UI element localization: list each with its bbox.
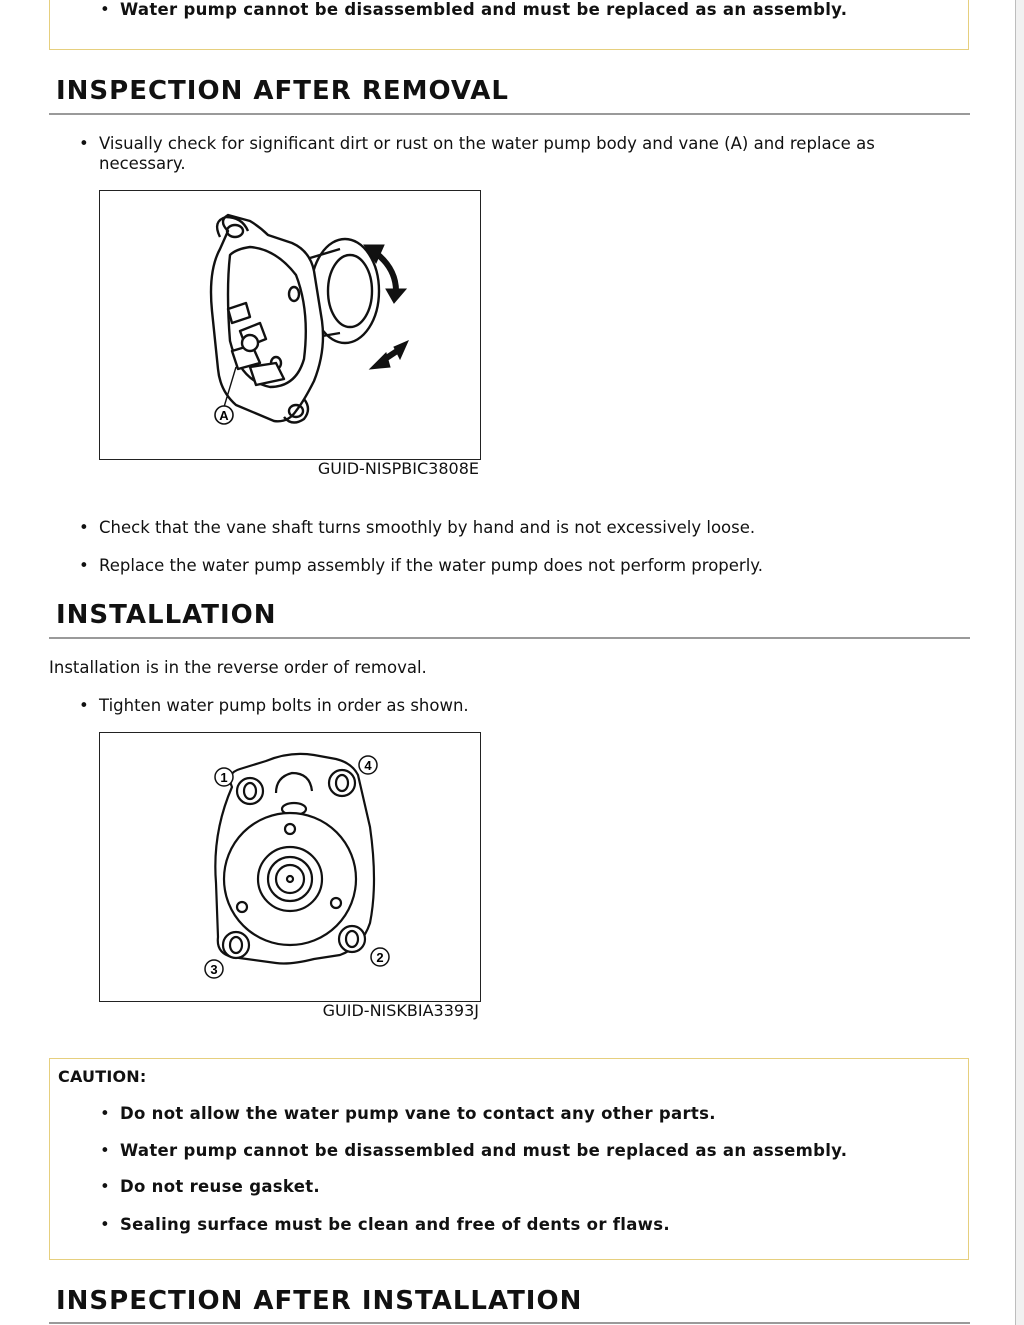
section-heading-inspection-after-removal: INSPECTION AFTER REMOVAL	[56, 76, 509, 106]
caution-box-top	[49, 0, 969, 50]
list-item: • Tighten water pump bolts in order as shown.	[79, 696, 469, 715]
list-item: • Replace the water pump assembly if the water pump does not perform properly.	[79, 556, 763, 575]
section-divider	[49, 637, 970, 639]
callout-1: 1	[220, 770, 228, 785]
vertical-scrollbar[interactable]	[1015, 0, 1024, 1325]
section-heading-installation: INSTALLATION	[56, 600, 277, 630]
figure-caption: GUID-NISKBIA3393J	[322, 1001, 479, 1020]
callout-a: A	[219, 408, 229, 423]
caution-item: • Water pump cannot be disassembled and must be replaced as an assembly.	[100, 1141, 848, 1160]
section-heading-inspection-after-installation: INSPECTION AFTER INSTALLATION	[56, 1286, 583, 1316]
caution-item: • Sealing surface must be clean and free of dents or flaws.	[100, 1215, 670, 1234]
section-divider	[49, 1322, 970, 1324]
water-pump-vane-figure	[99, 190, 481, 460]
list-item: • Visually check for significant dirt or rust on the water pump body and vane (A) and replace as necessary.	[79, 134, 875, 173]
paragraph: Installation is in the reverse order of removal.	[49, 658, 427, 677]
water-pump-illustration	[100, 191, 480, 459]
caution-item: • Do not reuse gasket.	[100, 1177, 320, 1196]
caution-label: CAUTION:	[58, 1067, 147, 1086]
bolt-order-figure	[99, 732, 481, 1002]
figure-caption: GUID-NISPBIC3808E	[317, 459, 479, 478]
callout-4: 4	[364, 758, 372, 773]
axial-play-arrow-icon	[370, 341, 408, 369]
list-item: • Check that the vane shaft turns smoothly by hand and is not excessively loose.	[79, 518, 756, 537]
callout-2: 2	[376, 950, 384, 965]
caution-item: • Do not allow the water pump vane to contact any other parts.	[100, 1104, 716, 1123]
section-divider	[49, 113, 970, 115]
callout-3: 3	[210, 962, 218, 977]
water-pump-front-illustration	[100, 733, 480, 1001]
caution-item: • Water pump cannot be disassembled and must be replaced as an assembly.	[100, 0, 848, 19]
caution-box	[49, 1058, 969, 1260]
